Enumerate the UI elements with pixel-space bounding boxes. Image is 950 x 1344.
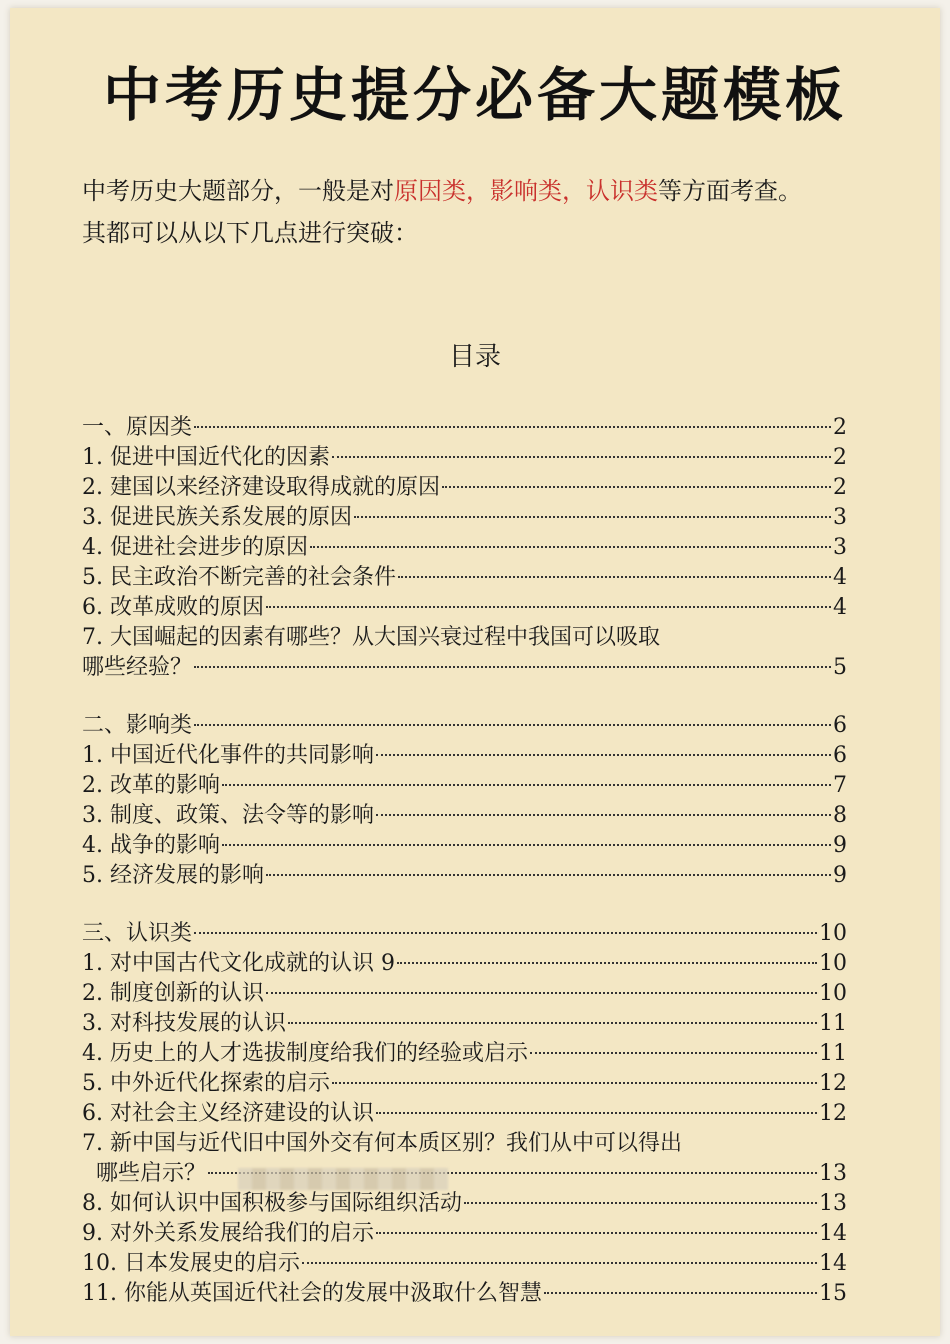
intro-paragraph (82, 170, 882, 254)
toc-item-label: 7. 大国崛起的因素有哪些？从大国兴衰过程中我国可以吸取 (82, 625, 660, 650)
intro-post: 等方面考查。 (658, 177, 802, 205)
toc-item-label: 4. 历史上的人才选拔制度给我们的经验或启示 (82, 1041, 528, 1066)
dot-leader (544, 1292, 817, 1294)
toc-item-label: 2. 制度创新的认识 (82, 981, 264, 1006)
dot-leader (376, 1112, 817, 1114)
dot-leader (194, 426, 831, 428)
section-spacer (82, 891, 847, 919)
toc-item-page-number: 9 (833, 833, 847, 858)
toc-item[interactable] (82, 1279, 847, 1309)
toc-item-page-number: 2 (833, 445, 847, 470)
toc-item-continuation-label: 哪些经验？ (82, 655, 193, 680)
toc-item-page-number: 11 (819, 1041, 847, 1066)
toc-item[interactable] (82, 979, 847, 1009)
toc-item-page-number: 9 (833, 863, 847, 888)
toc-item-label: 1. 中国近代化事件的共同影响 (82, 743, 374, 768)
toc-item-label: 11. 你能从英国近代社会的发展中汲取什么智慧 (82, 1281, 542, 1306)
dot-leader (302, 1262, 817, 1264)
dot-leader (266, 874, 831, 876)
toc-item[interactable] (82, 563, 847, 593)
toc-item[interactable] (82, 1099, 847, 1129)
dot-leader (442, 486, 831, 488)
toc-item[interactable] (82, 1219, 847, 1249)
toc-item-label: 3. 促进民族关系发展的原因 (82, 505, 352, 530)
toc-item-label: 10. 日本发展史的启示 (82, 1251, 300, 1276)
blurred-watermark (238, 1168, 448, 1190)
toc-section-heading-page-number: 10 (819, 921, 847, 946)
dot-leader (376, 814, 831, 816)
toc-item-label: 5. 中外近代化探索的启示 (82, 1071, 330, 1096)
dot-leader (288, 1022, 817, 1024)
dot-leader (266, 606, 831, 608)
toc-item-page-number: 13 (819, 1191, 847, 1216)
dot-leader (530, 1052, 817, 1054)
toc-item-page-number: 12 (819, 1071, 847, 1096)
toc-item-page-number: 12 (819, 1101, 847, 1126)
toc-item-label: 2. 建国以来经济建设取得成就的原因 (82, 475, 440, 500)
dot-leader (398, 576, 831, 578)
page-title: 中考历史提分必备大题模板 (102, 61, 847, 129)
toc-item[interactable] (82, 1249, 847, 1279)
toc-item-label: 9. 对外关系发展给我们的启示 (82, 1221, 374, 1246)
document-page (10, 8, 940, 1336)
dot-leader (354, 516, 831, 518)
toc-item[interactable] (82, 473, 847, 503)
dot-leader (222, 784, 831, 786)
toc-item-label: 2. 改革的影响 (82, 773, 220, 798)
toc-item-page-number: 10 (819, 951, 847, 976)
intro-highlight: 原因类，影响类，认识类 (394, 177, 658, 205)
toc-section-heading[interactable] (82, 919, 847, 949)
toc-item-continuation-page-number: 5 (833, 655, 847, 680)
toc-section-heading-page-number: 2 (833, 415, 847, 440)
toc-item-page-number: 3 (833, 505, 847, 530)
toc-item[interactable] (82, 533, 847, 563)
toc-item-page-number: 7 (833, 773, 847, 798)
dot-leader (194, 666, 831, 668)
toc-item-page-number: 8 (833, 803, 847, 828)
dot-leader (222, 844, 831, 846)
toc-item-label: 4. 促进社会进步的原因 (82, 535, 308, 560)
table-of-contents (82, 413, 847, 1309)
toc-item-continuation[interactable] (82, 653, 847, 683)
toc-item-continuation-label: 哪些启示？ (96, 1161, 207, 1186)
toc-section-heading-label: 二、影响类 (82, 713, 193, 738)
toc-item-label: 1. 促进中国近代化的因素 (82, 445, 330, 470)
toc-item-page-number: 11 (819, 1011, 847, 1036)
toc-item[interactable] (82, 949, 847, 979)
toc-item[interactable] (82, 1039, 847, 1069)
toc-item[interactable] (82, 1069, 847, 1099)
intro-pre: 中考历史大题部分，一般是对 (82, 177, 394, 205)
dot-leader (194, 932, 817, 934)
dot-leader (266, 992, 817, 994)
dot-leader (397, 962, 817, 964)
intro-line-1 (82, 170, 882, 212)
intro-line-2: 其都可以从以下几点进行突破： (82, 219, 418, 247)
toc-item[interactable] (82, 1189, 847, 1219)
dot-leader (194, 724, 831, 726)
toc-item[interactable] (82, 801, 847, 831)
toc-item[interactable] (82, 741, 847, 771)
toc-section-heading-page-number: 6 (833, 713, 847, 738)
dot-leader (332, 1082, 817, 1084)
toc-section-heading-label: 三、认识类 (82, 921, 193, 946)
toc-item-label: 3. 对科技发展的认识 (82, 1011, 286, 1036)
toc-section-heading-label: 一、原因类 (82, 415, 193, 440)
toc-item-continuation[interactable] (82, 1159, 847, 1189)
dot-leader (464, 1202, 817, 1204)
toc-item-label: 6. 改革成败的原因 (82, 595, 264, 620)
dot-leader (332, 456, 831, 458)
toc-item-label: 5. 民主政治不断完善的社会条件 (82, 565, 396, 590)
toc-item-page-number: 2 (833, 475, 847, 500)
toc-item[interactable] (82, 771, 847, 801)
toc-item-page-number: 6 (833, 743, 847, 768)
toc-item[interactable] (82, 623, 847, 653)
toc-item[interactable] (82, 1009, 847, 1039)
toc-item-label: 7. 新中国与近代旧中国外交有何本质区别？我们从中可以得出 (82, 1131, 682, 1156)
toc-item-page-number: 4 (833, 595, 847, 620)
toc-heading: 目录 (448, 342, 501, 372)
toc-item-page-number: 14 (819, 1221, 847, 1246)
toc-section-heading[interactable] (82, 711, 847, 741)
toc-item-label: 6. 对社会主义经济建设的认识 (82, 1101, 374, 1126)
toc-item-page-number: 14 (819, 1251, 847, 1276)
toc-item-page-number: 4 (833, 565, 847, 590)
toc-item-label: 8. 如何认识中国积极参与国际组织活动 (82, 1191, 462, 1216)
toc-item-label: 4. 战争的影响 (82, 833, 220, 858)
toc-item[interactable] (82, 503, 847, 533)
toc-item[interactable] (82, 593, 847, 623)
toc-item-continuation-page-number: 13 (819, 1161, 847, 1186)
toc-item-page-number: 3 (833, 535, 847, 560)
dot-leader (310, 546, 831, 548)
dot-leader (376, 1232, 817, 1234)
dot-leader (376, 754, 831, 756)
toc-item-label: 5. 经济发展的影响 (82, 863, 264, 888)
toc-item[interactable] (82, 831, 847, 861)
section-spacer (82, 683, 847, 711)
toc-item-page-number: 10 (819, 981, 847, 1006)
toc-section-heading[interactable] (82, 413, 847, 443)
toc-item[interactable] (82, 861, 847, 891)
toc-item[interactable] (82, 443, 847, 473)
toc-item-label: 1. 对中国古代文化成就的认识 9 (82, 951, 395, 976)
toc-item[interactable] (82, 1129, 847, 1159)
toc-item-label: 3. 制度、政策、法令等的影响 (82, 803, 374, 828)
toc-item-page-number: 15 (819, 1281, 847, 1306)
